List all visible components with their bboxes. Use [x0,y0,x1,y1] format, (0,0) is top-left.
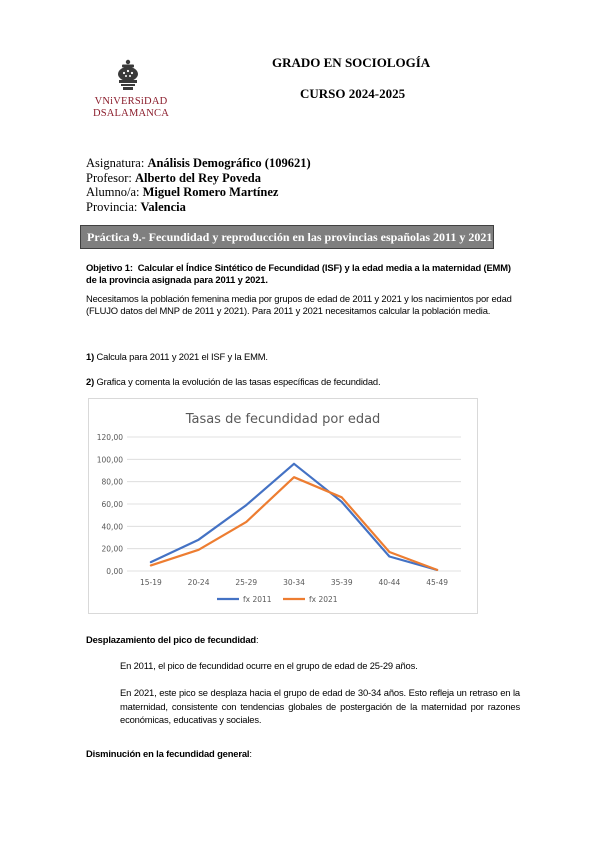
objective-text: Calcular el Índice Sintético de Fecundidad (ISF) y la edad media a la maternidad (EMM) de la provincia asignada para 2011 y 2021. [86,262,511,286]
legend-label-2: fx 2021 [309,595,338,604]
practice-banner [80,225,494,249]
objective-label: Objetivo 1: [86,262,133,273]
x-tick-label: 45-49 [426,578,449,587]
legend-label-1: fx 2011 [243,595,272,604]
fertility-chart [88,398,478,614]
section-1-colon: : [256,634,259,645]
chart-svg [89,399,477,613]
objective-paragraph [86,262,516,287]
intro-paragraph: Necesitamos la población femenina media por grupos de edad de 2011 y 2021 y los nacimientos por edad (FLUJO datos del MNP de 2011 y 2021). Para 2011 y 2021 necesitamos calcular la población media. [86,293,512,317]
student-label: Alumno/a: [86,185,140,200]
logo-text-line1: VNiVERSiDAD [94,96,168,107]
y-tick-label: 80,00 [101,477,123,487]
series-line-2 [151,477,437,570]
section-1-title: Desplazamiento del pico de fecundidad [86,634,257,645]
x-tick-label: 15-19 [139,578,162,587]
student-row [86,185,311,200]
section-1-paragraph-2: En 2021, este pico se desplaza hacia el grupo de edad de 30-34 años. Esto refleja un retraso en la maternidad, consistente con tendencias globales de postergación de la maternidad por razones económicas, educativas y sociales. [120,687,520,726]
subject-row [86,156,311,171]
seal-icon [113,58,143,92]
section-2-heading [86,748,252,760]
practice-title: Práctica 9.- Fecundidad y reproducción en las provincias españolas 2011 y 2021 [87,230,493,244]
y-tick-label: 20,00 [101,544,123,554]
question-1-text: Calcula para 2011 y 2021 el ISF y la EMM. [96,351,268,362]
y-tick-label: 120,00 [96,433,123,442]
question-1-number: 1) [86,351,95,362]
info-block [86,156,311,214]
x-tick-label: 20-24 [187,578,210,587]
section-1-paragraph-1: En 2011, el pico de fecundidad ocurre en el grupo de edad de 25-29 años. [120,660,418,671]
question-2 [86,376,380,388]
y-tick-label: 100,00 [96,455,123,465]
y-tick-label: 40,00 [101,522,123,532]
degree-title: GRADO EN SOCIOLOGÍA [272,55,431,70]
course-title: CURSO 2024-2025 [300,86,406,101]
section-2-colon: : [249,748,252,759]
professor-row [86,171,311,186]
section-1-heading [86,634,258,646]
province-label: Provincia: [86,199,138,214]
x-tick-label: 30-34 [283,578,305,587]
question-2-text: Grafica y comenta la evolución de las tasas específicas de fecundidad. [96,376,381,387]
x-tick-label: 25-29 [235,578,258,587]
question-2-number: 2) [86,376,95,387]
y-tick-label: 60,00 [101,500,123,509]
professor-label: Profesor: [86,170,132,185]
subject-label: Asignatura: [86,156,145,170]
section-2-title: Disminución en la fecundidad general [86,748,250,759]
x-tick-label: 35-39 [330,578,353,587]
subject-value: Análisis Demográfico (109621) [147,156,311,170]
student-value: Miguel Romero Martínez [142,185,279,200]
professor-value: Alberto del Rey Poveda [134,170,261,185]
x-tick-label: 40-44 [378,578,401,587]
province-row [86,200,311,215]
question-1 [86,351,268,363]
y-tick-label: 0,00 [106,567,123,576]
chart-title: Tasas de fecundidad por edad [185,412,381,427]
university-logo [92,58,172,124]
province-value: Valencia [140,199,186,214]
logo-text-line2: DSALAMANCA [92,108,170,119]
